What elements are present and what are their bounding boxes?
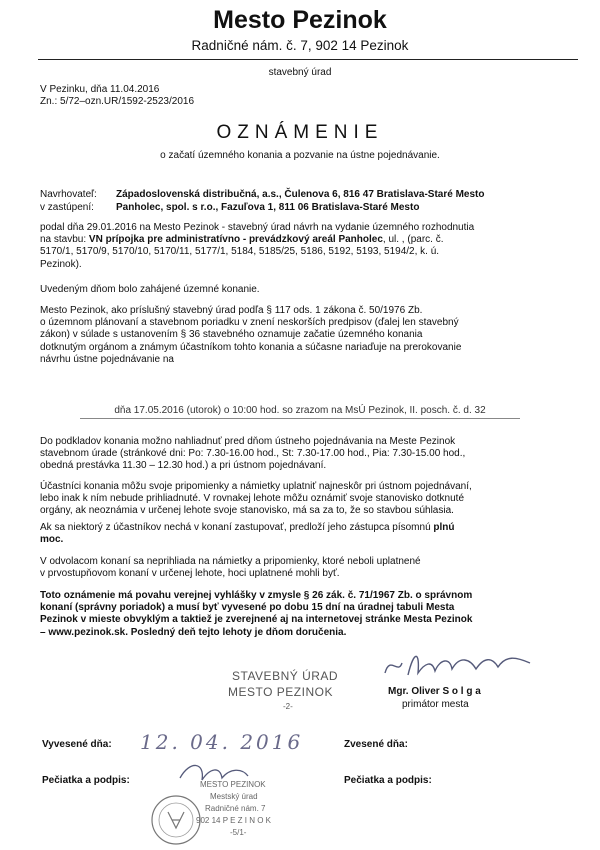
text-line: Do podkladov konania možno nahliadnuť pred dňom ústneho pojednávania na Meste Pezinok bbox=[40, 436, 456, 447]
text-line bbox=[40, 234, 570, 246]
paragraph-objections bbox=[40, 481, 570, 518]
text-line: 5170/1, 5170/9, 5170/10, 5170/11, 5177/1, 5184, 5185/25, 5186, 5192, 5193, 5194/2, k. ú. bbox=[40, 246, 440, 258]
text-line bbox=[40, 522, 570, 534]
header-divider bbox=[38, 59, 578, 60]
proposer-value: Západoslovenská distribučná, a.s., Čulenova 6, 816 47 Bratislava-Staré Mesto bbox=[116, 189, 485, 200]
posted-date-handwritten: 12. 04. 2016 bbox=[140, 730, 304, 754]
proposer-label: Navrhovateľ: bbox=[40, 189, 97, 200]
seal-stamp-line5: -5/1- bbox=[230, 828, 247, 837]
signatory-name: Mgr. Oliver S o l g a bbox=[388, 686, 481, 697]
document-title: Mesto Pezinok bbox=[213, 6, 387, 34]
text-line: orgány, ak neoznámia v určenej lehote svoje stanovisko, má sa za to, že so stavbou súhlasia. bbox=[40, 505, 454, 517]
text-line: o územnom plánovaní a stavebnom poriadku v znení neskorších predpisov (ďalej len stavebný bbox=[40, 317, 459, 329]
office-stamp-number: -2- bbox=[283, 702, 293, 711]
office-stamp-line1: STAVEBNÝ ÚRAD bbox=[232, 669, 339, 683]
text-line: zákon) v súlade s ustanovením § 36 stavebného oznamuje začatie územného konania bbox=[40, 329, 423, 341]
office-name: stavebný úrad bbox=[268, 67, 332, 78]
text-line: – www.pezinok.sk. Posledný deň tejto lehoty je dňom doručenia. bbox=[40, 626, 347, 638]
text-span: Ak sa niektorý z účastníkov nechá v konaní zastupovať, predloží jeho zástupca písomnú bbox=[40, 522, 434, 533]
seal-stamp-line1: MESTO PEZINOK bbox=[200, 780, 266, 789]
text-line: konaní (správny poriadok) a musí byť vyvesené po dobu 15 dní na úradnej tabuli Mesta bbox=[40, 602, 455, 614]
text-span: plnú bbox=[433, 522, 455, 533]
notice-title: OZNÁMENIE bbox=[216, 122, 384, 143]
paragraph-legal-basis bbox=[40, 305, 570, 366]
text-line: dotknutým orgánom a známym účastníkom tohto konania a súčasne nariaďuje na prerokovanie bbox=[40, 341, 462, 353]
text-line: Účastníci konania môžu svoje pripomienky a námietky uplatniť najneskôr pri ústnom pojednávaní, bbox=[40, 481, 472, 492]
construction-name: VN prípojka pre administratívno - prevádzkový areál Panholec bbox=[88, 234, 383, 246]
reference-number: Zn.: 5/72–ozn.UR/1592-2523/2016 bbox=[40, 96, 194, 107]
seal-stamp-line2: Mestský úrad bbox=[210, 792, 258, 801]
seal-right-label: Pečiatka a podpis: bbox=[344, 775, 432, 786]
text-span: , ul. , (parc. č. bbox=[382, 234, 444, 246]
seal-stamp-line4: 902 14 P E Z I N O K bbox=[196, 816, 271, 825]
paragraph-public-notice bbox=[40, 590, 570, 639]
text-line: lebo inak k ním nebude prihliadnuté. V rovnakej lehote môžu oznámiť svoje stanovisko dotknuté bbox=[40, 493, 464, 505]
paragraph-application bbox=[40, 222, 570, 271]
mayor-signature-image bbox=[380, 645, 540, 685]
paragraph-representation bbox=[40, 522, 570, 546]
date-line: V Pezinku, dňa 11.04.2016 bbox=[40, 84, 160, 95]
text-line: podal dňa 29.01.2016 na Mesto Pezinok - stavebný úrad návrh na vydanie územného rozhodnutia bbox=[40, 222, 475, 233]
representative-value: Panholec, spol. s r.o., Fazuľova 1, 811 06 Bratislava-Staré Mesto bbox=[116, 202, 420, 213]
text-line: Pezinok). bbox=[40, 258, 82, 270]
text-line: Toto oznámenie má povahu verejnej vyhlášky v zmysle § 26 zák. č. 71/1967 Zb. o správnom bbox=[40, 590, 473, 601]
representative-label: v zastúpení: bbox=[40, 202, 94, 213]
text-line: V odvolacom konaní sa neprihliada na námietky a pripomienky, ktoré neboli uplatnené bbox=[40, 556, 421, 567]
header-address: Radničné nám. č. 7, 902 14 Pezinok bbox=[191, 38, 409, 53]
text-line: stavebnom úrade (stránkové dni: Po: 7.30-16.00 hod., St: 7.30-17.00 hod., Pia: 7.30-15.00 hod., bbox=[40, 448, 466, 460]
seal-stamp-line3: Radničné nám. 7 bbox=[205, 804, 266, 813]
text-line: obedná prestávka 11.30 – 12.30 hod.) a pri ústnom pojednávaní. bbox=[40, 460, 327, 472]
text-line: návrhu ústne pojednávanie na bbox=[40, 353, 174, 365]
signatory-role: primátor mesta bbox=[402, 699, 469, 710]
text-line: moc. bbox=[40, 534, 64, 546]
removed-label: Zvesené dňa: bbox=[344, 739, 408, 750]
office-stamp-line2: MESTO PEZINOK bbox=[228, 685, 333, 699]
posted-label: Vyvesené dňa: bbox=[42, 739, 112, 750]
paragraph-start: Uvedeným dňom bolo zahájené územné konanie. bbox=[40, 284, 260, 295]
text-line: Pezinok v mieste obvyklým a taktiež je zverejnené aj na internetovej stránke Mesta Pezinok bbox=[40, 614, 473, 626]
seal-left-label: Pečiatka a podpis: bbox=[42, 775, 130, 786]
notice-subtitle: o začatí územného konania a pozvanie na ústne pojednávanie. bbox=[160, 150, 440, 161]
paragraph-appeal bbox=[40, 556, 570, 580]
hearing-date: dňa 17.05.2016 (utorok) o 10:00 hod. so zrazom na MsÚ Pezinok, II. posch. č. d. 32 bbox=[114, 405, 486, 416]
text-span: na stavbu: bbox=[40, 234, 89, 246]
hearing-underline bbox=[80, 418, 520, 419]
paragraph-documents bbox=[40, 436, 570, 473]
text-line: v prvostupňovom konaní v určenej lehote, hoci uplatnené mohli byť. bbox=[40, 568, 340, 580]
text-line: Mesto Pezinok, ako príslušný stavebný úrad podľa § 117 ods. 1 zákona č. 50/1976 Zb. bbox=[40, 305, 423, 316]
